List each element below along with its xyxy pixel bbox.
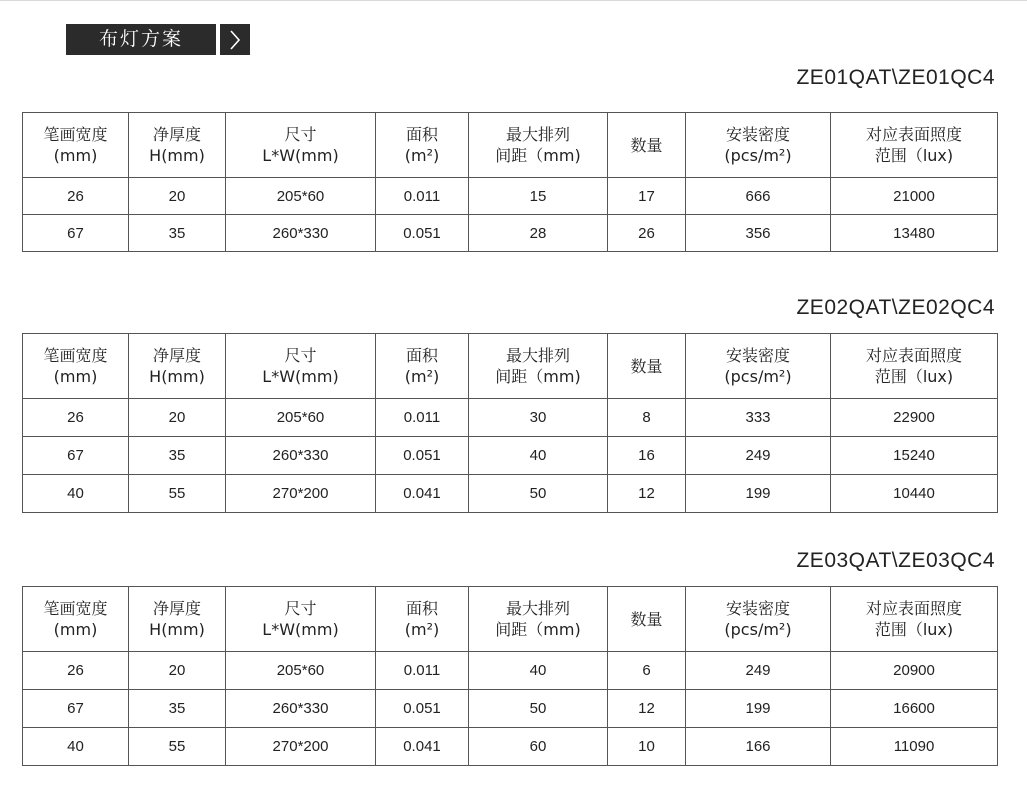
col-stroke-width: 笔画宽度 (mm) [23,334,129,399]
table-row [23,399,998,437]
cell: 13480 [831,215,998,252]
cell: 249 [686,437,831,475]
cell: 50 [469,475,608,513]
cell: 199 [686,690,831,728]
col-illuminance: 对应表面照度 范围（lux) [831,113,998,178]
cell: 26 [23,399,129,437]
col-stroke-width: 笔画宽度 (mm) [23,587,129,652]
col-density: 安装密度 (pcs/m²) [686,113,831,178]
col-net-thickness: 净厚度 H(mm) [129,587,226,652]
col-quantity: 数量 [608,334,686,399]
cell: 270*200 [226,475,376,513]
col-area: 面积 (m²) [376,334,469,399]
cell: 0.051 [376,690,469,728]
cell: 199 [686,475,831,513]
cell: 0.011 [376,178,469,215]
cell: 26 [608,215,686,252]
cell: 270*200 [226,728,376,766]
cell: 260*330 [226,437,376,475]
cell: 55 [129,475,226,513]
cell: 26 [23,178,129,215]
section-title: 布灯方案 [66,24,216,55]
table-row [23,215,998,252]
cell: 333 [686,399,831,437]
cell: 6 [608,652,686,690]
model-name-1: ZE01QAT\ZE01QC4 [796,66,995,89]
cell: 40 [469,652,608,690]
cell: 15240 [831,437,998,475]
cell: 26 [23,652,129,690]
col-density: 安装密度 (pcs/m²) [686,587,831,652]
cell: 67 [23,215,129,252]
cell: 15 [469,178,608,215]
cell: 0.041 [376,728,469,766]
cell: 40 [23,475,129,513]
col-max-spacing: 最大排列 间距（mm) [469,587,608,652]
cell: 20900 [831,652,998,690]
table-header-row [23,587,998,652]
cell: 16 [608,437,686,475]
cell: 10440 [831,475,998,513]
table-row [23,728,998,766]
table-header-row [23,113,998,178]
cell: 22900 [831,399,998,437]
cell: 12 [608,475,686,513]
col-illuminance: 对应表面照度 范围（lux) [831,587,998,652]
cell: 166 [686,728,831,766]
cell: 40 [23,728,129,766]
cell: 666 [686,178,831,215]
cell: 20 [129,178,226,215]
col-net-thickness: 净厚度 H(mm) [129,334,226,399]
cell: 17 [608,178,686,215]
cell: 40 [469,437,608,475]
col-max-spacing: 最大排列 间距（mm) [469,334,608,399]
cell: 55 [129,728,226,766]
col-size: 尺寸 L*W(mm) [226,113,376,178]
cell: 0.051 [376,215,469,252]
cell: 205*60 [226,399,376,437]
cell: 35 [129,437,226,475]
cell: 356 [686,215,831,252]
col-size: 尺寸 L*W(mm) [226,334,376,399]
cell: 8 [608,399,686,437]
cell: 20 [129,652,226,690]
table-row [23,475,998,513]
cell: 205*60 [226,652,376,690]
top-divider [0,0,1027,1]
cell: 67 [23,437,129,475]
table-row [23,652,998,690]
col-max-spacing: 最大排列 间距（mm) [469,113,608,178]
cell: 11090 [831,728,998,766]
table-row [23,437,998,475]
col-net-thickness: 净厚度 H(mm) [129,113,226,178]
col-quantity: 数量 [608,113,686,178]
cell: 20 [129,399,226,437]
cell: 260*330 [226,690,376,728]
cell: 16600 [831,690,998,728]
table-header-row [23,334,998,399]
col-area: 面积 (m²) [376,587,469,652]
spec-table-3 [22,586,998,766]
cell: 260*330 [226,215,376,252]
col-stroke-width: 笔画宽度 (mm) [23,113,129,178]
cell: 12 [608,690,686,728]
cell: 205*60 [226,178,376,215]
cell: 67 [23,690,129,728]
cell: 0.011 [376,652,469,690]
cell: 50 [469,690,608,728]
section-header [66,24,250,55]
cell: 0.011 [376,399,469,437]
col-density: 安装密度 (pcs/m²) [686,334,831,399]
cell: 35 [129,215,226,252]
col-area: 面积 (m²) [376,113,469,178]
cell: 30 [469,399,608,437]
spec-table-1 [22,112,998,252]
cell: 0.051 [376,437,469,475]
spec-table-2 [22,333,998,513]
model-name-2: ZE02QAT\ZE02QC4 [796,296,995,319]
cell: 249 [686,652,831,690]
cell: 0.041 [376,475,469,513]
cell: 35 [129,690,226,728]
chevron-right-icon[interactable] [220,24,250,55]
table-row [23,690,998,728]
col-illuminance: 对应表面照度 范围（lux) [831,334,998,399]
col-quantity: 数量 [608,587,686,652]
cell: 60 [469,728,608,766]
cell: 28 [469,215,608,252]
col-size: 尺寸 L*W(mm) [226,587,376,652]
cell: 10 [608,728,686,766]
table-row [23,178,998,215]
model-name-3: ZE03QAT\ZE03QC4 [796,549,995,572]
cell: 21000 [831,178,998,215]
